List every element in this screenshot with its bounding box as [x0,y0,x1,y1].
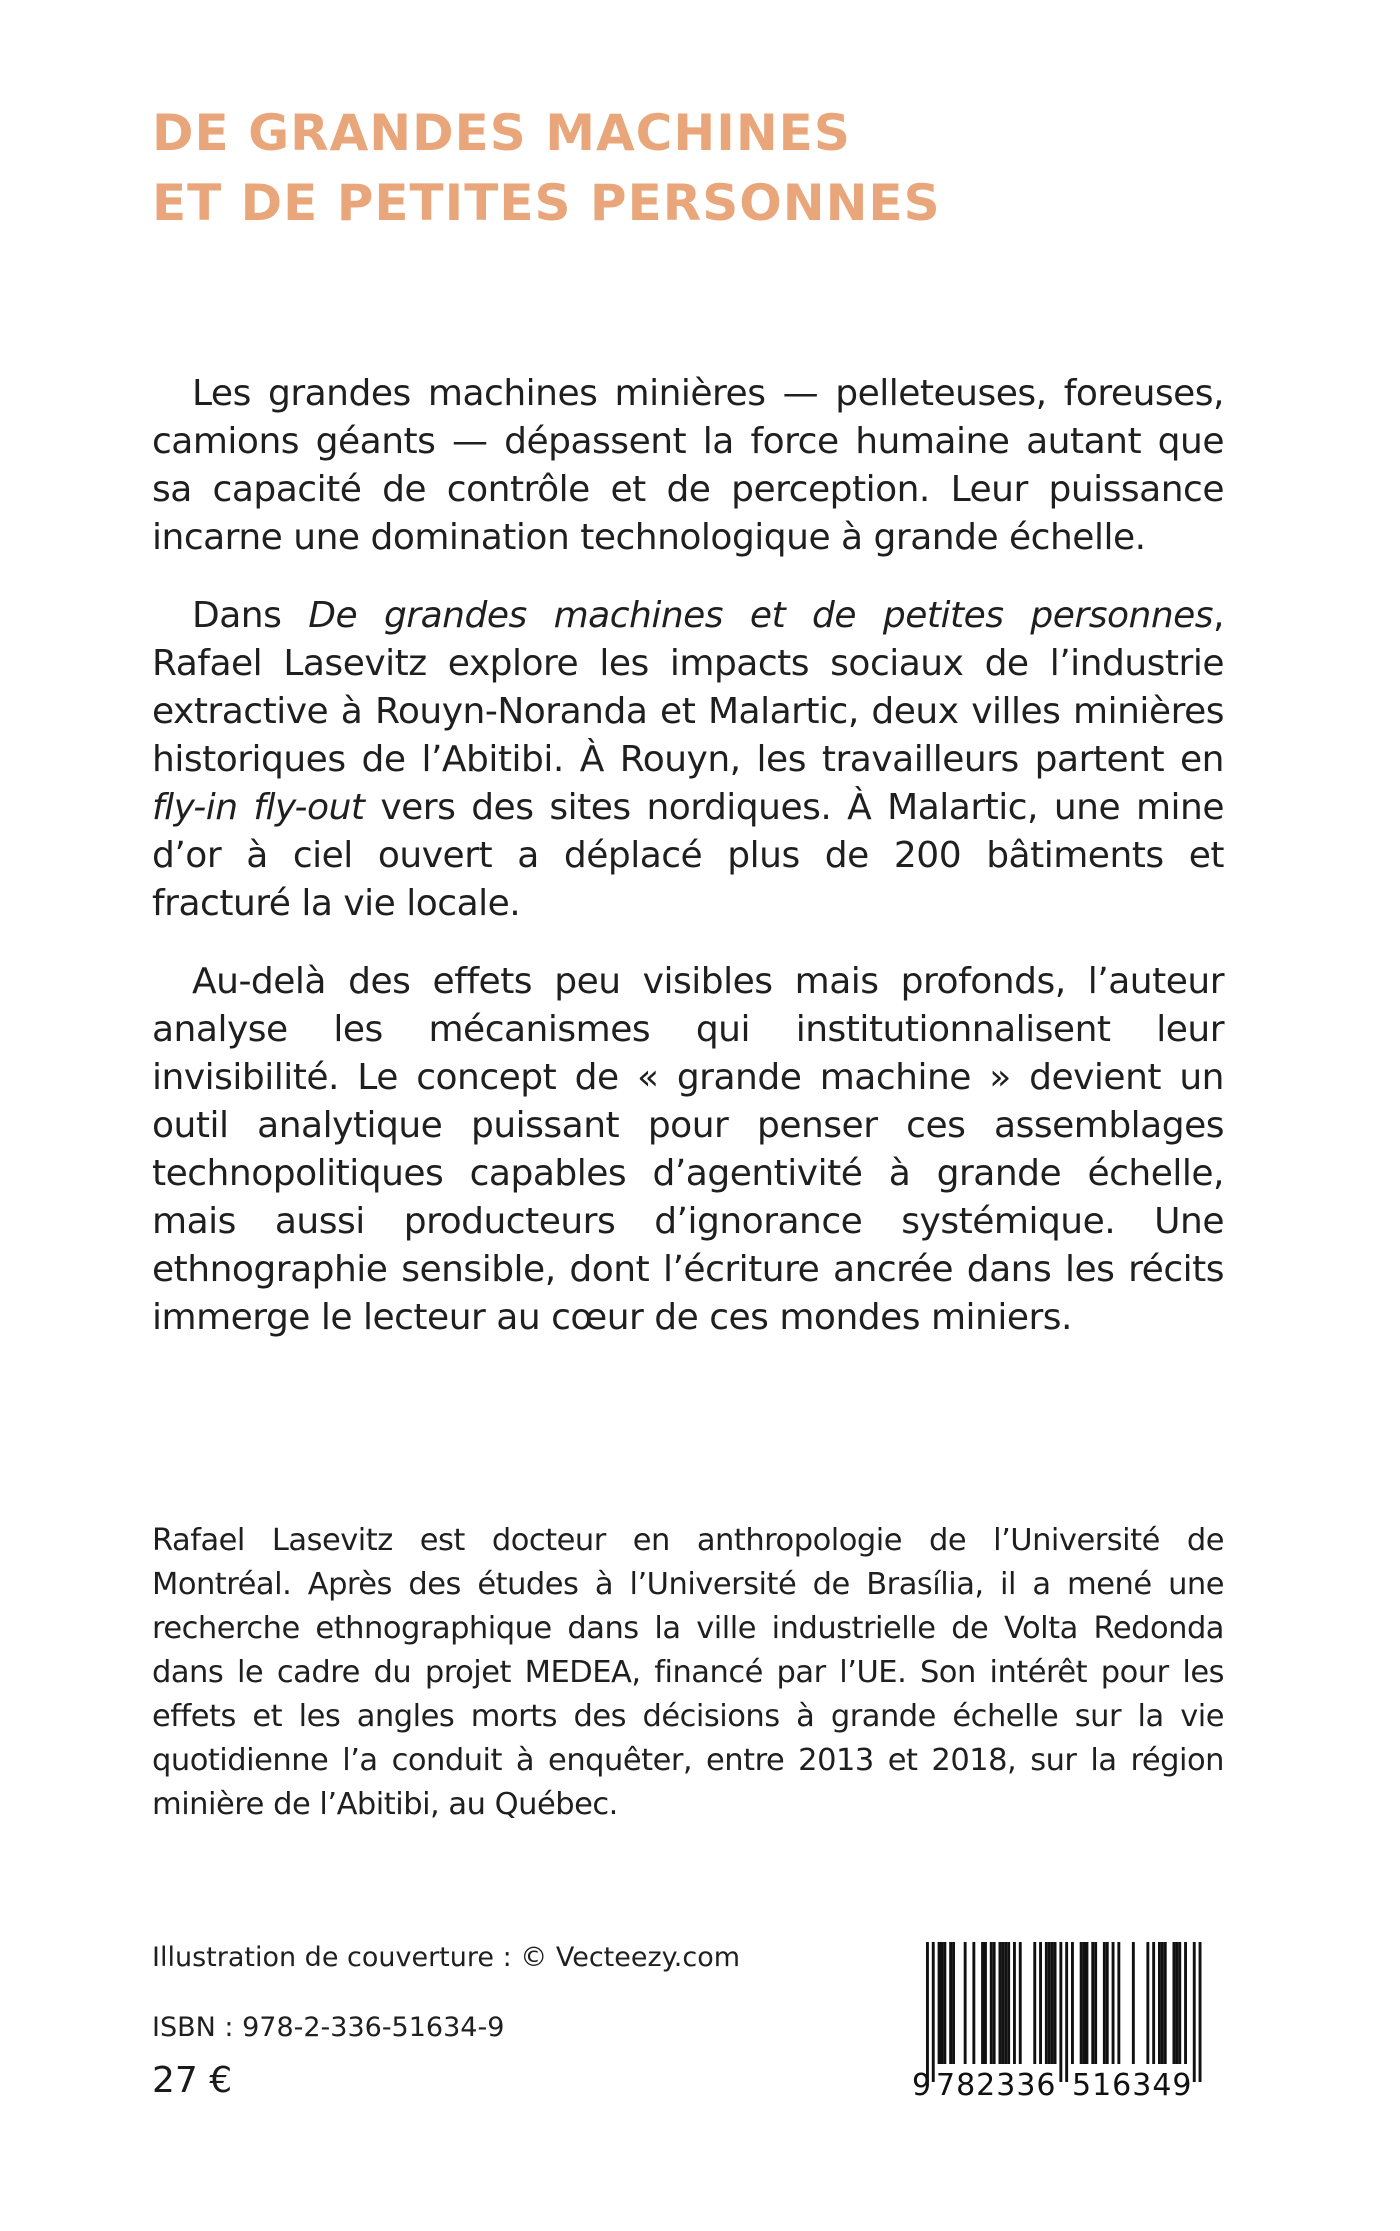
barcode-bar [1199,1942,1202,2082]
barcode-bar [1117,1942,1120,2064]
barcode-bar [1007,1942,1010,2064]
barcode-bar [926,1942,929,2082]
barcode-bar [1158,1942,1161,2064]
barcode-bar [1132,1942,1135,2064]
barcode-bar [990,1942,993,2064]
barcode-bar [972,1942,975,2064]
blurb-paragraph-2 [152,592,1224,928]
barcode-group-2: 516349 [1072,2068,1193,2103]
barcode-bar [943,1942,946,2064]
barcode-bar [932,1942,935,2082]
p2-lead: Dans [192,595,309,636]
cover-illustration-credit: Illustration de couverture : © Vecteezy.com [152,1942,741,1973]
barcode-lead-digit: 9 [912,2068,933,2103]
barcode-bar [1083,1942,1086,2064]
barcode-bar [1045,1942,1048,2064]
blurb-paragraph-1: Les grandes machines minières — pelleteuses, foreuses, camions géants — dépassent la force humaine autant que sa capacité de contrôle et de perception. Leur puissance incarne une domination technologique à grande échelle. [152,373,1224,558]
barcode-bar [1001,1942,1004,2064]
author-bio: Rafael Lasevitz est docteur en anthropologie de l’Université de Montréal. Après des études à l’Université de Brasília, il a mené une recherche ethnographique dans la ville industrielle de Volta Redonda dans le cadre du projet MEDEA, financé par l’UE. Son intérêt pour les effets et les angles morts des décisions à grande échelle sur la vie quotidienne l’a conduit à enquêter, entre 2013 et 2018, sur la région minière de l’Abitibi, au Québec. [152,1522,1224,1822]
barcode-bar [1086,1942,1089,2064]
p2-tail: vers des sites nordiques. À Malartic, une mine d’or à ciel ouvert a déplacé plus de 200 bâtiments et fracturé la vie locale. [152,787,1224,924]
barcode-bar [941,1942,944,2064]
barcode-bar [949,1942,952,2064]
barcode-bar [1054,1942,1057,2064]
barcode-bar [1059,1942,1062,2082]
barcode-bar [1161,1942,1164,2064]
barcode-bar [1094,1942,1097,2064]
barcode-bar [1039,1942,1042,2064]
barcode-bar [984,1942,987,2064]
isbn: ISBN : 978-2-336-51634-9 [152,2012,505,2043]
barcode-bar [1048,1942,1051,2064]
barcode-bar [1146,1942,1149,2064]
barcode-bar [1080,1942,1083,2064]
barcode-group-1: 782336 [936,2068,1057,2103]
p2-fly-in-fly-out: fly-in fly-out [152,787,365,828]
barcode-bar [952,1942,955,2064]
barcode-bar [1164,1942,1167,2064]
barcode-bar [1065,1942,1068,2082]
barcode-bar [1193,1942,1196,2082]
barcode-bar [1013,1942,1016,2064]
barcode-bar [993,1942,996,2064]
barcode-bar [1112,1942,1115,2064]
barcode-bar [1071,1942,1074,2064]
barcode-bar [1033,1942,1036,2064]
barcode-bar [1152,1942,1155,2064]
barcode-bars [912,1942,1216,2082]
p2-book-title: De grandes machines et de petites personnes [308,595,1214,636]
barcode-bar [1091,1942,1094,2064]
barcode-bar [1103,1942,1106,2064]
barcode-bar [938,1942,941,2064]
title-line-1: DE GRANDES MACHINES [152,104,851,162]
title-line-2: ET DE PETITES PERSONNES [152,174,941,232]
barcode-bar [1184,1942,1187,2064]
barcode-bar [1019,1942,1022,2064]
barcode-bar [999,1942,1002,2064]
barcode-bar [981,1942,984,2064]
barcode-bar [1106,1942,1109,2064]
blurb-paragraph-3: Au-delà des effets peu visibles mais profonds, l’auteur analyse les mécanismes qui institutionnalisent leur invisibilité. Le concept de « grande machine » devient un outil analytique puissant pour penser ces assemblages technopolitiques capables d’agentivité à grande échelle, mais aussi producteurs d’ignorance systémique. Une ethnographie sensible, dont l’écriture ancrée dans les récits immerge le lecteur au cœur de ces mondes miniers. [152,961,1224,1338]
barcode-bar [1173,1942,1176,2064]
p2-middle: , Rafael Lasevitz explore les impacts sociaux de l’industrie extractive à Rouyn-Noranda et Malartic, deux villes minières historiques de l’Abitibi. À Rouyn, les travailleurs partent en [152,595,1224,780]
price: 27 € [152,2060,233,2101]
barcode-bar [1175,1942,1178,2064]
barcode-bar [964,1942,967,2064]
barcode-bar [1051,1942,1054,2064]
barcode-bar [1004,1942,1007,2064]
barcode-bar [1178,1942,1181,2064]
book-title [152,98,941,238]
isbn-barcode [912,1942,1216,2116]
